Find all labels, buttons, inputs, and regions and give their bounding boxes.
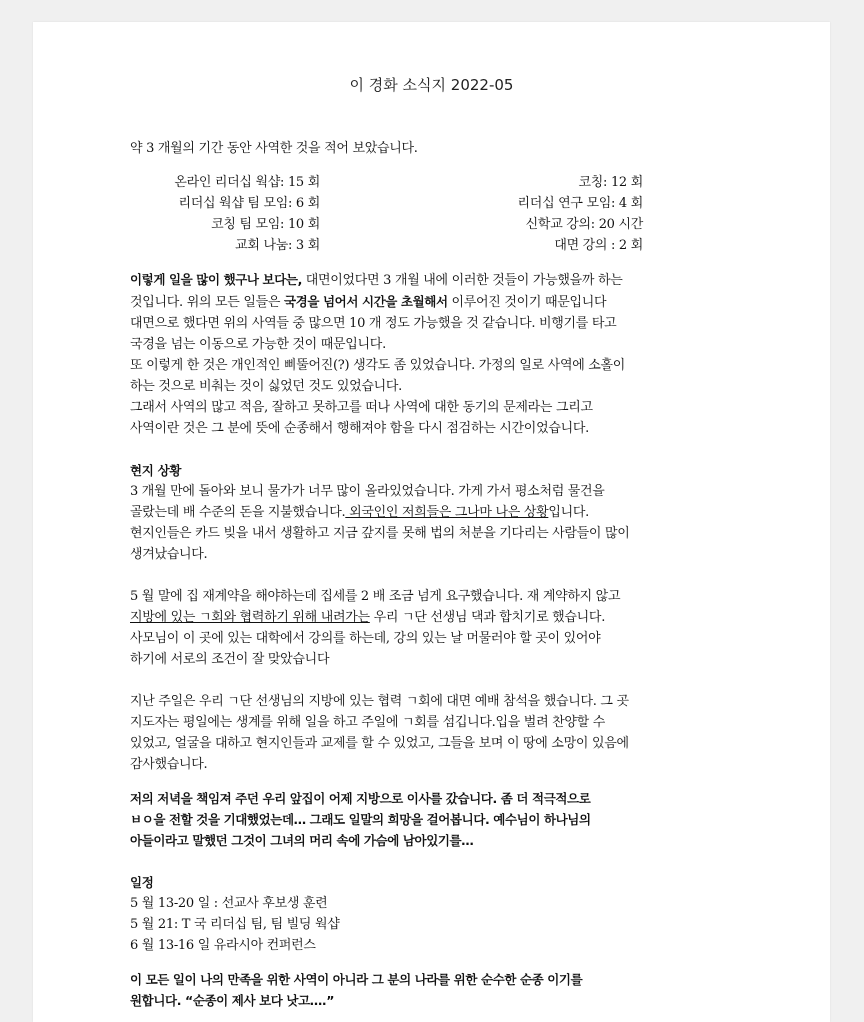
closing-paragraph	[130, 969, 750, 1011]
intro-text: 약 3 개월의 기간 동안 사역한 것을 적어 보았습니다.	[130, 141, 418, 156]
schedule-section	[130, 872, 750, 956]
schedule-item: 5 월 21: T 국 리더십 팀, 팀 빌딩 웍샵	[130, 917, 340, 932]
section-heading: 일정	[130, 875, 154, 890]
stats-row	[130, 193, 750, 214]
text-line: 사모님이 이 곳에 있는 대학에서 강의를 하는데, 강의 있는 날 머물러야 할 곳이 있어야	[130, 631, 601, 646]
text-line: 하는 것으로 비춰는 것이 싫었던 것도 있었습니다.	[130, 379, 402, 394]
stats-row	[130, 172, 750, 193]
text-run: 입니다.	[548, 505, 589, 520]
text-line: 지도자는 평일에는 생계를 위해 일을 하고 주일에 ㄱ회를 섬깁니다.입을 벌려 찬양할 수	[130, 715, 606, 730]
text-line: 원합니다. “순종이 제사 보다 낫고….”	[130, 993, 335, 1008]
church-visit-paragraph	[130, 691, 750, 775]
text-line: 아들이라고 말했던 그것이 그녀의 머리 속에 가슴에 남아있기를…	[130, 833, 474, 848]
text-line: 저의 저녁을 책임져 주던 우리 앞집이 어제 지방으로 이사를 갔습니다. 좀 더 적극적으로	[130, 791, 591, 806]
stats-row	[130, 235, 750, 256]
neighbor-paragraph	[130, 788, 750, 851]
text-run: 골랐는데 배 수준의 돈을 지불했습니다.	[130, 505, 346, 520]
underlined-text: 외국인인 저희들은 그나마 나은 상황	[345, 505, 549, 520]
stat-coaching-team: 코칭 팀 모임: 10 회	[211, 217, 320, 232]
text-line: 감사했습니다.	[130, 757, 208, 772]
text-line: 사역이란 것은 그 분에 뜻에 순종해서 행해져야 함을 다시 점검하는 시간이었습니다.	[130, 421, 589, 436]
housing-paragraph	[130, 586, 750, 670]
text-line: 생겨났습니다.	[130, 547, 208, 562]
local-situation-section	[130, 460, 750, 565]
text-line: 하기에 서로의 조건이 잘 맞았습니다	[130, 652, 330, 667]
text-line: 현지인들은 카드 빚을 내서 생활하고 지금 갚지를 못해 법의 처분을 기다리는 사람들이 많이	[130, 526, 630, 541]
reflection-paragraph	[130, 269, 750, 439]
ministry-stats	[130, 172, 750, 256]
stat-coaching: 코칭: 12 회	[578, 175, 643, 190]
reflection-lead: 이렇게 일을 많이 했구나 보다는,	[130, 272, 302, 287]
stat-seminary-lecture: 신학교 강의: 20 시간	[525, 217, 643, 232]
text-line: 그래서 사역의 많고 적음, 잘하고 못하고를 떠나 사역에 대한 동기의 문제라는 그리고	[130, 400, 593, 415]
text-line: 또 이렇게 한 것은 개인적인 삐뚤어진(?) 생각도 좀 있었습니다. 가정의 일로 사역에 소홀이	[130, 358, 626, 373]
underlined-text: 지방에 있는 ㄱ회와 협력하기 위해 내려가는	[130, 610, 370, 625]
document-body	[130, 138, 750, 1011]
stat-church-sharing: 교회 나눔: 3 회	[235, 238, 320, 253]
stat-online-workshop: 온라인 리더십 웍샵: 15 회	[174, 175, 320, 190]
stat-workshop-team: 리더십 웍샵 팀 모임: 6 회	[178, 196, 320, 211]
text-run: 이루어진 것이기 때문입니다	[447, 295, 607, 310]
text-line: 국경을 넘는 이동으로 가능한 것이 때문입니다.	[130, 337, 386, 352]
emphasis-text: 국경을 넘어서 시간을 초월해서	[284, 294, 448, 309]
stat-inperson-lecture: 대면 강의 : 2 회	[554, 238, 643, 253]
section-heading: 현지 상황	[130, 463, 182, 478]
text-run: 우리 ㄱ단 선생님 댁과 합치기로 했습니다.	[369, 610, 606, 625]
schedule-item: 6 월 13-16 일 유라시아 컨퍼런스	[130, 938, 316, 953]
text-run: 것입니다. 위의 모든 일들은	[130, 295, 284, 310]
newsletter-title: 이 경화 소식지 2022-05	[349, 76, 514, 94]
document-page	[33, 22, 830, 1022]
text-line: 있었고, 얼굴을 대하고 현지인들과 교제를 할 수 있었고, 그들을 보며 이 땅에 소망이 있음에	[130, 736, 629, 751]
text-line: 3 개월 만에 돌아와 보니 물가가 너무 많이 올라있었습니다. 가게 가서 평소처럼 물건을	[130, 484, 605, 499]
schedule-item: 5 월 13-20 일 : 선교사 후보생 훈련	[130, 896, 328, 911]
text-line: ㅂㅇ을 전할 것을 기대했었는데… 그래도 일말의 희망을 걸어봅니다. 예수님이 하나님의	[130, 812, 591, 827]
stat-leadership-research: 리더십 연구 모임: 4 회	[517, 196, 643, 211]
text-line: 이 모든 일이 나의 만족을 위한 사역이 아니라 그 분의 나라를 위한 순수한 순종 이기를	[130, 972, 583, 987]
text-line: 지난 주일은 우리 ㄱ단 선생님의 지방에 있는 협력 ㄱ회에 대면 예배 참석을 했습니다. 그 곳	[130, 694, 629, 709]
text-line: 대면으로 했다면 위의 사역들 중 많으면 10 개 정도 가능했을 것 같습니다. 비행기를 타고	[130, 316, 617, 331]
text-line: 5 월 말에 집 재계약을 해야하는데 집세를 2 배 조금 넘게 요구했습니다. 재 계약하지 않고	[130, 589, 621, 604]
text-run: 대면이었다면 3 개월 내에 이러한 것들이 가능했을까 하는	[301, 273, 623, 288]
stats-row	[130, 214, 750, 235]
